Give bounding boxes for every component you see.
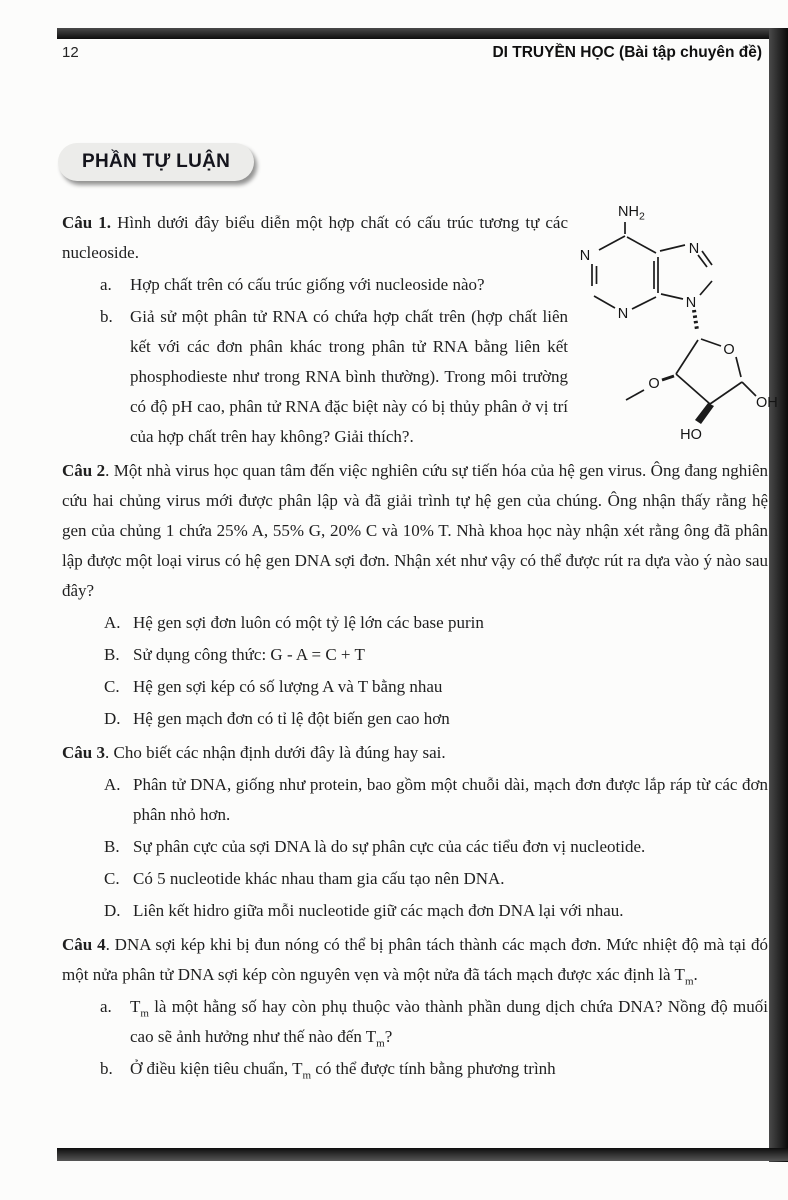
- question-1: [62, 208, 768, 452]
- page-content: [62, 204, 768, 1084]
- page-number: 12: [62, 44, 79, 61]
- question-1-label: Câu 1.: [62, 213, 112, 232]
- question-3: [62, 738, 768, 926]
- methoxy-oxygen-label: O: [648, 376, 660, 392]
- question-2-option-a: [104, 608, 768, 638]
- question-3-option-d: [104, 896, 768, 926]
- tm-subscript: m: [140, 1007, 149, 1020]
- header-title: DI TRUYỀN HỌC (Bài tập chuyên đề): [492, 44, 762, 61]
- question-2-label: Câu 2: [62, 461, 106, 480]
- question-3-option-c: [104, 864, 768, 894]
- n9-atom-label: N: [685, 295, 697, 311]
- tm-subscript: m: [302, 1069, 312, 1082]
- oh-label: OH: [756, 395, 778, 411]
- question-3-option-b: [104, 832, 768, 862]
- option-c-marker: C.: [104, 677, 120, 696]
- item-b-text: Giả sử một phân tử RNA có chứa hợp chất trên (hợp chất liên kết với các đơn phân khác trong phân tử RNA bằng liên kết phosphodieste như trong RNA bình thường). Trong môi trường có độ pH cao, phân tử RNA đặc biệt này có bị thủy phân ở vị trí của hợp chất trên hay không? Giải thích?.: [130, 307, 568, 446]
- item-a-marker: a.: [100, 997, 112, 1016]
- option-b-text: Sự phân cực của sợi DNA là do sự phân cực của các tiểu đơn vị nucleotide.: [133, 837, 646, 856]
- option-d-marker: D.: [104, 709, 121, 728]
- top-border-bar: [57, 28, 788, 39]
- page-header: [62, 44, 762, 62]
- question-3-label: Câu 3: [62, 743, 105, 762]
- item-a-text: Hợp chất trên có cấu trúc giống với nucleoside nào?: [130, 275, 485, 294]
- option-d-text: Hệ gen mạch đơn có tỉ lệ đột biến gen cao hơn: [133, 709, 450, 728]
- nh2-label: $NH_2$: [618, 204, 645, 223]
- question-4-item-a: [100, 992, 768, 1052]
- ring-oxygen-label: O: [723, 342, 735, 358]
- question-3-option-a: [104, 770, 768, 830]
- question-2-option-c: [104, 672, 768, 702]
- n3-atom-label: N: [617, 306, 629, 322]
- n7-atom-label: N: [688, 241, 700, 257]
- question-4: [62, 930, 768, 1084]
- question-4-label: Câu 4: [62, 935, 106, 954]
- question-3-intro: Câu 3. Cho biết các nhận định dưới đây là đúng hay sai.: [62, 743, 446, 762]
- option-d-marker: D.: [104, 901, 121, 920]
- question-1-item-a: [100, 270, 568, 300]
- question-2-intro: Câu 2. Một nhà virus học quan tâm đến việc nghiên cứu sự tiến hóa của hệ gen virus. Ông đang nghiên cứu hai chủng virus mới được phân lập và đã giải trình tự hệ gen của chúng. Ông nhận thấy rằng hệ gen của chủng 1 chứa 25% A, 55% G, 20% C và 10% T. Nhà khoa học này nhận xét rằng ông đã phân lập được một loại virus có hệ gen DNA sợi đơn. Nhận xét như vậy có thể được rút ra dựa vào ý nào sau đây?: [62, 461, 768, 600]
- option-c-text: Có 5 nucleotide khác nhau tham gia cấu tạo nên DNA.: [133, 869, 505, 888]
- option-a-text: Phân tử DNA, giống như protein, bao gồm một chuỗi dài, mạch đơn được lắp ráp từ các đơn phân nhỏ hơn.: [133, 775, 768, 824]
- option-b-marker: B.: [104, 837, 120, 856]
- option-c-marker: C.: [104, 869, 120, 888]
- item-b-marker: b.: [100, 1059, 113, 1078]
- ho-label: HO: [680, 427, 702, 443]
- tm-subscript: m: [376, 1037, 385, 1050]
- question-2-option-b: [104, 640, 768, 670]
- option-a-marker: A.: [104, 613, 121, 632]
- item-b-marker: b.: [100, 307, 113, 326]
- item-b-text: Ở điều kiện tiêu chuẩn, $T_m$ có thể được tính bằng phương trình: [130, 1059, 556, 1082]
- option-a-text: Hệ gen sợi đơn luôn có một tỷ lệ lớn các base purin: [133, 613, 484, 632]
- tm-subscript: m: [684, 975, 694, 988]
- section-heading-badge: [58, 143, 254, 181]
- option-b-text: Sử dụng công thức: G - A = C + T: [133, 645, 365, 664]
- question-1-item-b: [100, 302, 568, 452]
- question-4-intro: Câu 4. DNA sợi kép khi bị đun nóng có thể bị phân tách thành các mạch đơn. Mức nhiệt độ mà tại đó một nửa phân tử DNA sợi kép còn nguyên vẹn và một nửa đã tách mạch được xác định là $T_m$.: [62, 935, 768, 988]
- option-d-text: Liên kết hidro giữa mỗi nucleotide giữ các mạch đơn DNA lại với nhau.: [133, 901, 624, 920]
- section-heading: PHẦN TỰ LUẬN: [82, 151, 231, 172]
- item-a-marker: a.: [100, 275, 112, 294]
- option-a-marker: A.: [104, 775, 121, 794]
- question-4-item-b: [100, 1054, 768, 1084]
- n1-atom-label: N: [579, 248, 591, 264]
- item-a-text: $T_m$ là một hằng số hay còn phụ thuộc vào thành phần dung dịch chứa DNA? Nồng độ muối cao sẽ ảnh hưởng như thế nào đến $T_m$?: [130, 997, 768, 1050]
- bottom-border-bar: [57, 1148, 788, 1161]
- question-2: [62, 456, 768, 734]
- option-c-text: Hệ gen sợi kép có số lượng A và T bằng nhau: [133, 677, 443, 696]
- question-1-intro: Câu 1. Hình dưới đây biểu diễn một hợp chất có cấu trúc tương tự các nucleoside.: [62, 213, 568, 262]
- question-2-option-d: [104, 704, 768, 734]
- option-b-marker: B.: [104, 645, 120, 664]
